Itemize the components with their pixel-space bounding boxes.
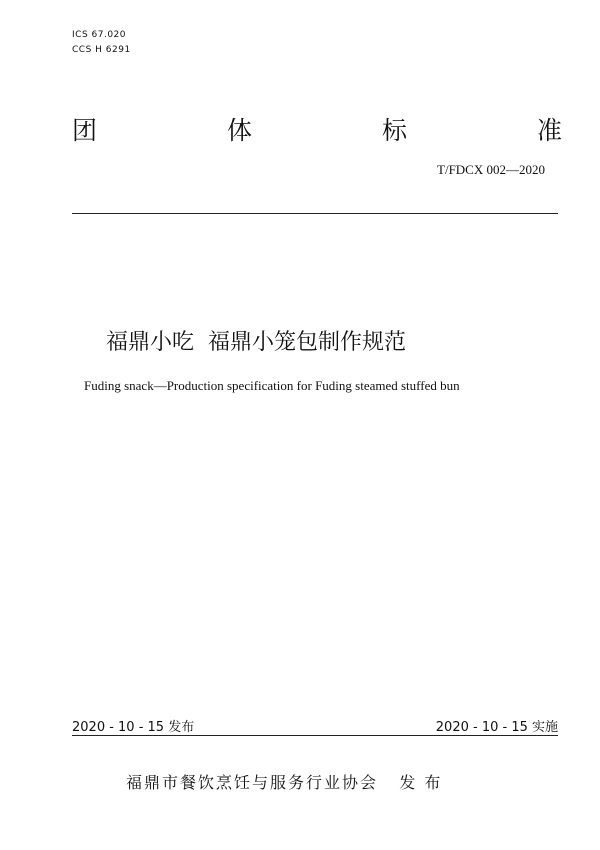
top-divider	[72, 213, 558, 214]
document-title-english: Fuding snack—Production specification for Fuding steamed stuffed bun	[84, 378, 460, 393]
document-title-chinese: 福鼎小吃 福鼎小笼包制作规范	[106, 330, 406, 355]
standard-type-char: 准	[536, 116, 562, 145]
standard-number: T/FDCX 002—2020	[437, 162, 545, 177]
ics-code: ICS 67.020	[72, 30, 127, 40]
publish-date: 2020 - 10 - 15 发布	[72, 720, 195, 735]
standard-type-char: 标	[381, 116, 407, 145]
ccs-code: CCS H 6291	[72, 45, 131, 55]
publisher-line: 福鼎市餐饮烹饪与服务行业协会 发 布	[126, 773, 443, 792]
standard-type-char: 团	[72, 116, 98, 145]
bottom-divider	[72, 735, 558, 736]
implement-date: 2020 - 10 - 15 实施	[435, 720, 558, 735]
standard-type-char: 体	[226, 116, 252, 145]
standard-type-heading	[72, 114, 562, 148]
